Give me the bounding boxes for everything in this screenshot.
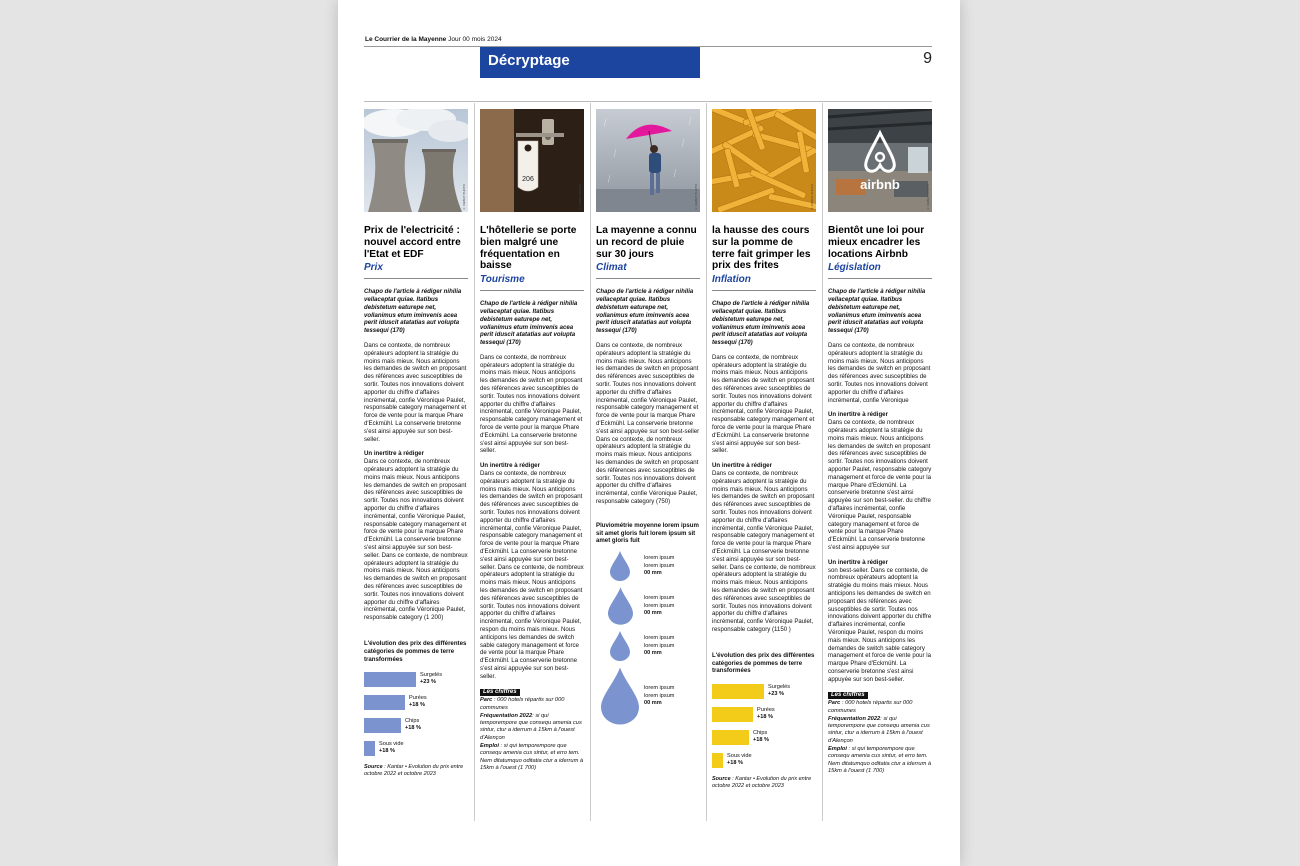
bar <box>364 741 375 756</box>
airbnb-logo-icon <box>828 109 932 212</box>
bar <box>364 672 416 687</box>
article-title: Bientôt une loi pour mieux encadrer les locations Airbnb <box>828 225 925 260</box>
raindrop-icon <box>610 631 630 661</box>
article-subhead: Un inertitre à rédiger <box>712 462 772 470</box>
photo-fries <box>712 109 816 212</box>
bar-label: Surgelés +23 % <box>420 672 443 686</box>
key-figure: Emploi : si qui temporempore que consequ amenia cus sintur, et erro tem. Nem ditatumquo oditatia ctur a iderrum à 15km à l'ouest (1 700) <box>480 743 584 771</box>
photo-credit: © DEBUT PHOTO <box>926 184 931 211</box>
bar-chart <box>364 672 468 756</box>
key-figures <box>480 681 584 773</box>
article-body: Dans ce contexte, de nombreux opérateurs adoptent la stratégie du moins mais mieux. Nous anticipons les demandes de switch en proposant des références avec susceptibles de sortir. Toutes nos innovations doivent apporter du chiffre d'affaires incrémental, confie Véronique Paulet, responsable category management et force de vente pour la marque Phare d'Eckmühl. La conserverie bretonne s'est ainsi appuyée sur son best-seller Dans ce contexte, de nombreux opérateurs adoptent la stratégie du moins mais mieux. Nous anticipons les demandes de switch en proposant des références avec susceptibles de sortir. Toutes nos innovations doivent apporter du chiffre d'affaires incrémental, confie Véronique Paulet, responsable category (750) <box>596 342 700 505</box>
photo-airbnb <box>828 109 932 212</box>
article-tag: Tourisme <box>480 274 584 291</box>
key-figure: Fréquentation 2022: si qui temporempore que consequ amenia cus sintur, ctur a iderrum à 15km à l'ouest d'Alençon <box>480 712 582 741</box>
article-body: Dans ce contexte, de nombreux opérateurs adoptent la stratégie du moins mais mieux. Nous anticipons les demandes de switch en proposant des références avec susceptibles de sortir. Toutes nos innovations doivent apporter du chiffre d'affaires incrémental, confie Véronique Paulet, responsable category management et force de vente pour la marque Phare d'Eckmühl. La conserverie bretonne s'est ainsi appuyée sur son best-seller. <box>480 353 583 455</box>
key-figures-tag: Les chiffres <box>828 692 868 700</box>
key-figure: Parc : 000 hotels répartis sur 000 communes <box>480 697 565 711</box>
rainfall-label: lorem ipsum lorem ipsum 00 mm <box>644 595 675 616</box>
french-fries-icon <box>712 109 816 212</box>
column-divider <box>474 103 475 821</box>
article-title: la hausse des cours sur la pomme de terre fait grimper les prix des frites <box>712 225 811 272</box>
article-prix <box>364 109 468 821</box>
bar-label: Sous vide +18 % <box>727 753 752 767</box>
key-figure: Emploi : si qui temporempore que consequ amenia cus sintur, et erro tem. Nem ditatumquo oditatia ctur a iderrum à 15km à l'ouest (1 700) <box>828 745 932 774</box>
bar-row <box>364 672 468 687</box>
bar-label: Surgelés +23 % <box>768 684 791 698</box>
masthead <box>365 36 502 43</box>
article-body: Dans ce contexte, de nombreux opérateurs adoptent la stratégie du moins mais mieux. Nous anticipons les demandes de switch en proposant des références avec susceptibles de sortir. Toutes nos innovations doivent apporter du chiffre d'affaires incrémental, confie Véronique Paulet, responsable category management et force de vente pour la marque Phare d'Eckmühl. La conserverie bretonne s'est ainsi appuyée sur son best-seller. <box>364 342 467 443</box>
article-tag: Législation <box>828 262 932 279</box>
raindrop-icon <box>610 551 630 581</box>
bar-row <box>712 707 816 722</box>
article-chapo: Chapo de l'article à rédiger nihilia vellaceptat quiae. Itatibus debistetum eaturepe net, vollanimus etum iminvenis acea perit iduscit atatatias aut volupta tessequi (170) <box>712 300 810 347</box>
photo-umbrella <box>596 109 700 212</box>
article-body: Dans ce contexte, de nombreux opérateurs adoptent la stratégie du moins mais mieux. Nous anticipons les demandes de switch en proposant des références avec susceptibles de sortir. Toutes nos innovations doivent apporter du chiffre d'affaires incrémental, confie Véronique Paulet, responsable category management et force de vente pour la marque Phare d'Eckmühl. La conserverie bretonne s'est ainsi appuyée sur son best-seller. Dans ce contexte, de nombreux opérateurs adoptent la stratégie du moins mais mieux. Nous anticipons les demandes de switch en proposant des références avec susceptibles de sortir. Toutes nos innovations doivent apporter du chiffre d'affaires incrémental, confie Véronique Paulet, respon du moins mais mieux. Nous anticipons les demandes de switch sable category management et force de vente pour la marque Phare d'Eckmühl. La conserverie bretonne s'est ainsi appuyée sur son best-seller. <box>480 470 584 680</box>
header-divider <box>364 101 932 102</box>
article-body: son best-seller. Dans ce contexte, de nombreux opérateurs adoptent la stratégie du moins mais mieux. Nous anticipons les demandes de switch en proposant des références avec susceptibles de sortir. Toutes nos innovations doivent apporter du chiffre d'affaires incrémental, confie Véronique Paulet, respon du moins mais mieux. Nous anticipons les demandes de switch sable category management et force de vente pour la marque Phare d'Eckmühl. La conserverie bretonne s'est ainsi appuyée sur son best-seller. <box>828 566 932 683</box>
chart-title: L'évolution des prix des différentes catégories de pommes de terre transformées <box>712 651 815 675</box>
rainfall-label: lorem ipsum lorem ipsum 00 mm <box>644 635 675 656</box>
bar <box>364 695 405 710</box>
bar <box>712 753 723 768</box>
rainfall-row <box>596 587 700 625</box>
article-subhead: Un inertitre à rédiger <box>364 450 424 458</box>
article-tag: Climat <box>596 262 700 279</box>
photo-credit: © DEBUT PHOTO <box>694 184 699 211</box>
article-chapo: Chapo de l'article à rédiger nihilia vellaceptat quiae. Itatibus debistetum eaturepe net, vollanimus etum iminvenis acea perit iduscit atatatias aut volupta tessequi (170) <box>480 300 578 347</box>
article-legislation <box>828 109 932 821</box>
rainfall-label: lorem ipsum lorem ipsum 00 mm <box>644 685 675 706</box>
airbnb-wordmark: airbnb <box>860 177 900 192</box>
section-banner: Décryptage <box>480 47 700 78</box>
raindrop-icon <box>601 667 639 725</box>
article-body: Dans ce contexte, de nombreux opérateurs adoptent la stratégie du moins mais mieux. Nous anticipons les demandes de switch en proposant des références avec susceptibles de sortir. Toutes nos innovations doivent apporter du chiffre d'affaires incrémental, confie Véronique Paulet, responsable category management et force de vente pour la marque Phare d'Eckmühl. La conserverie bretonne s'est ainsi appuyée sur son best-seller. <box>712 353 815 455</box>
bar-label: Sous vide +18 % <box>379 741 404 755</box>
key-figure: Parc : 000 hotels répartis sur 000 communes <box>828 700 913 714</box>
article-body: Dans ce contexte, de nombreux opérateurs adoptent la stratégie du moins mais mieux. Nous anticipons les demandes de switch en proposant des références avec susceptibles de sortir. Toutes nos innovations doivent apporter Paulet, responsable category management et force de vente pour la marque Phare d'Eckmühl. La conserverie bretonne s'est ainsi appuyée sur son best-seller. du chiffre d'affaires incrémental, confie Véronique Paulet, responsable category management et force de vente pour la marque Phare d'Eckmühl. La conserverie bretonne s'est ainsi appuyée sur <box>828 419 932 551</box>
key-figures-tag: Les chiffres <box>480 689 520 697</box>
column-divider <box>822 103 823 821</box>
article-subhead: Un inertitre à rédiger <box>828 411 888 419</box>
article-tag: Prix <box>364 262 468 279</box>
article-title: L'hôtellerie se porte bien malgré une fréquentation en baisse <box>480 225 577 272</box>
page-number: 9 <box>923 50 932 67</box>
issue-date: Jour 00 mois 2024 <box>448 36 502 43</box>
article-chapo: Chapo de l'article à rédiger nihilia vellaceptat quiae. Itatibus debistetum eaturepe net, vollanimus etum iminvenis acea perit iduscit atatatias aut volupta tessequi (170) <box>596 288 694 335</box>
svg-text:206: 206 <box>522 176 534 183</box>
bar-label: Chips +18 % <box>753 730 770 744</box>
article-subhead: Un inertitre à rédiger <box>828 558 888 566</box>
article-body: Dans ce contexte, de nombreux opérateurs adoptent la stratégie du moins mais mieux. Nous anticipons les demandes de switch en proposant des références avec susceptibles de sortir. Toutes nos innovations doivent apporter du chiffre d'affaires incrémental, confie Véronique Paulet, responsable category management et force de vente pour la marque Phare d'Eckmühl. La conserverie bretonne s'est ainsi appuyée sur son best-seller. Dans ce contexte, de nombreux opérateurs adoptent la stratégie du moins mais mieux. Nous anticipons les demandes de switch en proposant des références avec susceptibles de sortir. Toutes nos innovations doivent apporter du chiffre d'affaires incrémental, confie Véronique Paulet, responsable category (1150 ) <box>712 470 816 633</box>
article-tag: Inflation <box>712 274 816 291</box>
rainfall-row <box>596 667 700 725</box>
rainfall-chart <box>596 551 700 725</box>
hotel-door-tag-icon <box>480 109 584 212</box>
chart-source: Source : Kantar • Evolution du prix entre octobre 2022 et octobre 2023 <box>712 776 812 790</box>
cooling-towers-icon <box>364 109 468 212</box>
photo-cooling-towers <box>364 109 468 212</box>
chart-source: Source : Kantar • Evolution du prix entre octobre 2022 et octobre 2023 <box>364 764 464 778</box>
article-tourisme <box>480 109 584 821</box>
paper-name: Le Courrier de la Mayenne <box>365 36 447 43</box>
bar-label: Purées +18 % <box>409 695 427 709</box>
article-subhead: Un inertitre à rédiger <box>480 462 540 470</box>
article-title: La mayenne a connu un record de pluie sur 30 jours <box>596 225 697 260</box>
raindrop-icon <box>608 587 633 625</box>
photo-hotel-door <box>480 109 584 212</box>
bar-row <box>364 741 468 756</box>
key-figures <box>828 684 932 776</box>
article-chapo: Chapo de l'article à rédiger nihilia vellaceptat quiae. Itatibus debistetum eaturepe net, vollanimus etum iminvenis acea perit iduscit atatatias aut volupta tessequi (170) <box>364 288 462 335</box>
column-divider <box>706 103 707 821</box>
rainfall-label: lorem ipsum lorem ipsum 00 mm <box>644 555 675 576</box>
article-body: Dans ce contexte, de nombreux opérateurs adoptent la stratégie du moins mais mieux. Nous anticipons les demandes de switch en proposant des références avec susceptibles de sortir. Toutes nos innovations doivent apporter du chiffre d'affaires incrémental, confie Véronique Paulet, responsable category management et force de vente pour la marque Phare d'Eckmühl. La conserverie bretonne s'est ainsi appuyée sur son best-seller. Dans ce contexte, de nombreux opérateurs adoptent la stratégie du moins mais mieux. Nous anticipons les demandes de switch en proposant des références avec susceptibles de sortir. Toutes nos innovations doivent apporter du chiffre d'affaires incrémental, confie Véronique Paulet, responsable category (1 200) <box>364 458 468 622</box>
photo-credit: © DEBUT PHOTO <box>462 184 467 211</box>
bar <box>712 707 753 722</box>
key-figure: Fréquentation 2022: si qui temporempore que consequ amenia cus sintur, ctur a iderrum à 15km à l'ouest d'Alençon <box>828 715 930 744</box>
photo-credit: © DEBUT PHOTO <box>578 184 583 211</box>
bar-row <box>364 718 468 733</box>
bar <box>364 718 401 733</box>
bar-row <box>712 730 816 745</box>
newspaper-page <box>338 0 960 866</box>
bar <box>712 684 764 699</box>
article-inflation <box>712 109 816 821</box>
umbrella-rain-icon <box>596 109 700 212</box>
rainfall-row <box>596 631 700 661</box>
bar-row <box>712 753 816 768</box>
article-climat <box>596 109 700 821</box>
bar-label: Chips +18 % <box>405 718 422 732</box>
article-body: Dans ce contexte, de nombreux opérateurs adoptent la stratégie du moins mais mieux. Nous anticipons les demandes de switch en proposant des références avec susceptibles de sortir. Toutes nos innovations doivent apporter du chiffre d'affaires incrémental, confie Véronique <box>828 342 931 404</box>
bar-row <box>712 684 816 699</box>
rainfall-row <box>596 551 700 581</box>
bar-row <box>364 695 468 710</box>
bar <box>712 730 749 745</box>
article-title: Prix de l'electricité : nouvel accord entre l'Etat et EDF <box>364 225 461 260</box>
rainfall-title: Pluviométrie moyenne lorem ipsum sit amet gloris fuit lorem ipsum sit amet gloris fuit <box>596 521 699 545</box>
chart-title: L'évolution des prix des différentes catégories de pommes de terre transformées <box>364 639 467 663</box>
bar-chart <box>712 684 816 768</box>
column-divider <box>590 103 591 821</box>
bar-label: Purées +18 % <box>757 707 775 721</box>
article-chapo: Chapo de l'article à rédiger nihilia vellaceptat quiae. Itatibus debistetum eaturepe net, vollanimus etum iminvenis acea perit iduscit atatatias aut volupta tessequi (170) <box>828 288 926 335</box>
photo-credit: © DEBUT PHOTO <box>810 184 815 211</box>
